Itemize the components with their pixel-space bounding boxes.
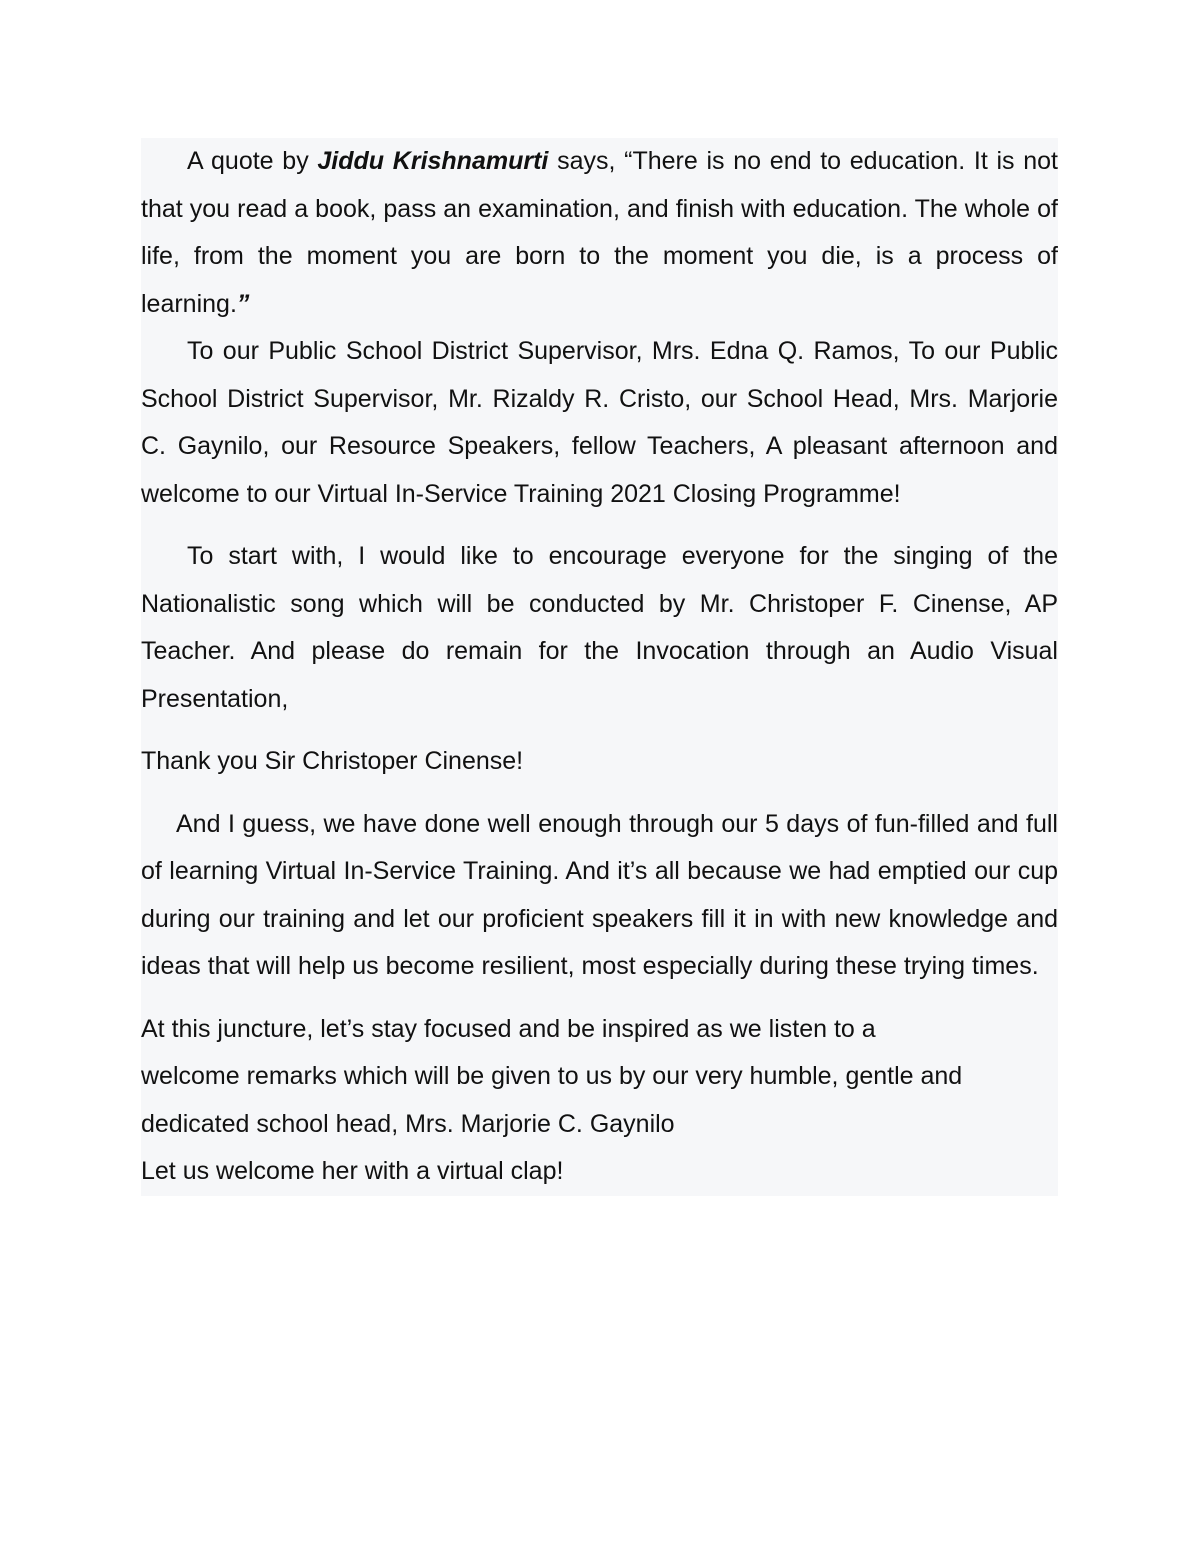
welcome-line: Let us welcome her with a virtual clap! [141,1157,564,1185]
quote-lead-text: A quote by [187,147,318,175]
welcome-line: dedicated school head, Mrs. Marjorie C. Gaynilo [141,1109,675,1138]
training-recap-paragraph: And I guess, we have done well enough through our 5 days of fun-filled and full of learning Virtual In-Service Training. And it’s all because we had emptied our cup during our training and let our proficient speakers fill it in with new knowledge and ideas that will help us become resilient, most especially during these trying times. [141,809,1058,980]
document-body [141,138,1058,1196]
quote-author: Jiddu Krishnamurti [317,147,549,175]
opening-quote-paragraph [141,138,1058,328]
welcome-line: At this juncture, let’s stay focused and be inspired as we listen to a [141,1014,876,1043]
thank-you-line: Thank you Sir Christoper Cinense! [141,747,524,775]
welcome-line: welcome remarks which will be given to us by our very humble, gentle and [141,1062,963,1090]
quote-close-mark: ” [236,289,250,318]
quote-text: says, “There is no end to education. It is not that you read a book, pass an examination, and finish with education. The whole of life, from the moment you are born to the moment you die, is a process of learning. [141,147,1058,318]
nationalistic-song-paragraph: To start with, I would like to encourage everyone for the singing of the Nationalistic song which will be conducted by Mr. Christoper F. Cinense, AP Teacher. And please do remain for the Invocation through an Audio Visual Presentation, [141,542,1058,713]
greeting-paragraph: To our Public School District Supervisor, Mrs. Edna Q. Ramos, To our Public School District Supervisor, Mr. Rizaldy R. Cristo, our School Head, Mrs. Marjorie C. Gaynilo, our Resource Speakers, fellow Teachers, A pleasant afternoon and welcome to our Virtual In-Service Training 2021 Closing Programme! [141,337,1058,508]
welcome-remarks-block [141,1006,1058,1196]
